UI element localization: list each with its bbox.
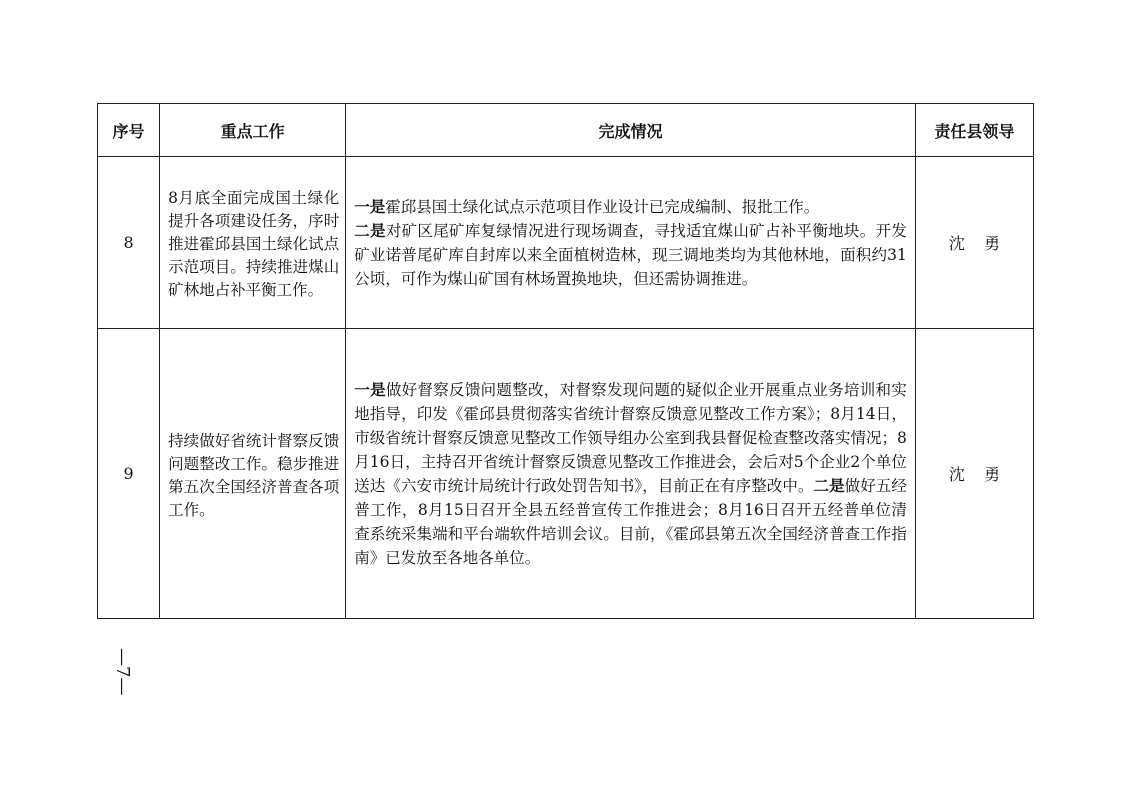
status-point-marker: 二是 xyxy=(354,220,386,240)
leader-cell xyxy=(915,157,1033,329)
supervision-table xyxy=(97,103,1034,619)
leader-name: 沈勇 xyxy=(948,234,1020,253)
header-key-work: 重点工作 xyxy=(160,104,346,157)
status-point-text: 做好五经普工作，8月15日召开全县五经普宣传工作推进会；8月16日召开五经普单位清查系统采集端和平台端软件培训会议。目前，《霍邱县第五次全国经济普查工作指南》已发放至各地各单位。 xyxy=(354,476,907,567)
status-point-marker: 二是 xyxy=(813,475,845,495)
header-status: 完成情况 xyxy=(346,104,916,157)
row-number: 9 xyxy=(98,329,160,619)
header-leader: 责任县领导 xyxy=(915,104,1033,157)
leader-cell xyxy=(915,329,1033,619)
row-number: 8 xyxy=(98,157,160,329)
table-row xyxy=(98,329,1034,619)
leader-name: 沈勇 xyxy=(948,465,1020,484)
status-point-marker: 一是 xyxy=(354,196,386,216)
header-no: 序号 xyxy=(98,104,160,157)
table-header-row xyxy=(98,104,1034,157)
status-cell xyxy=(346,329,916,619)
status-cell xyxy=(346,157,916,329)
status-point-marker: 一是 xyxy=(354,379,386,399)
table-row xyxy=(98,157,1034,329)
status-point-text: 霍邱县国土绿化试点示范项目作业设计已完成编制、报批工作。 xyxy=(385,197,820,216)
key-work-cell: 持续做好省统计督察反馈问题整改工作。稳步推进第五次全国经济普查各项工作。 xyxy=(160,329,346,619)
status-point-text: 做好督察反馈问题整改，对督察发现问题的疑似企业开展重点业务培训和实地指导，印发《霍邱县贯彻落实省统计督察反馈意见整改工作方案》；8月14日，市级省统计督察反馈意见整改工作领导组办公室到我县督促检查整改落实情况；8月16日，主持召开省统计督察反馈意见整改工作推进会，会后对5个企业2个单位送达《六安市统计局统计行政处罚告知书》，目前正在有序整改中。 xyxy=(354,380,907,495)
status-point-text: 对矿区尾矿库复绿情况进行现场调查，寻找适宜煤山矿占补平衡地块。开发矿业诺普尾矿库自封库以来全面植树造林，现三调地类均为其他林地，面积约31公顷，可作为煤山矿国有林场置换地块，但还需协调推进。 xyxy=(354,221,907,288)
key-work-cell: 8月底全面完成国土绿化提升各项建设任务，序时推进霍邱县国土绿化试点示范项目。持续推进煤山矿林地占补平衡工作。 xyxy=(160,157,346,329)
page-number: —7— xyxy=(112,648,133,696)
